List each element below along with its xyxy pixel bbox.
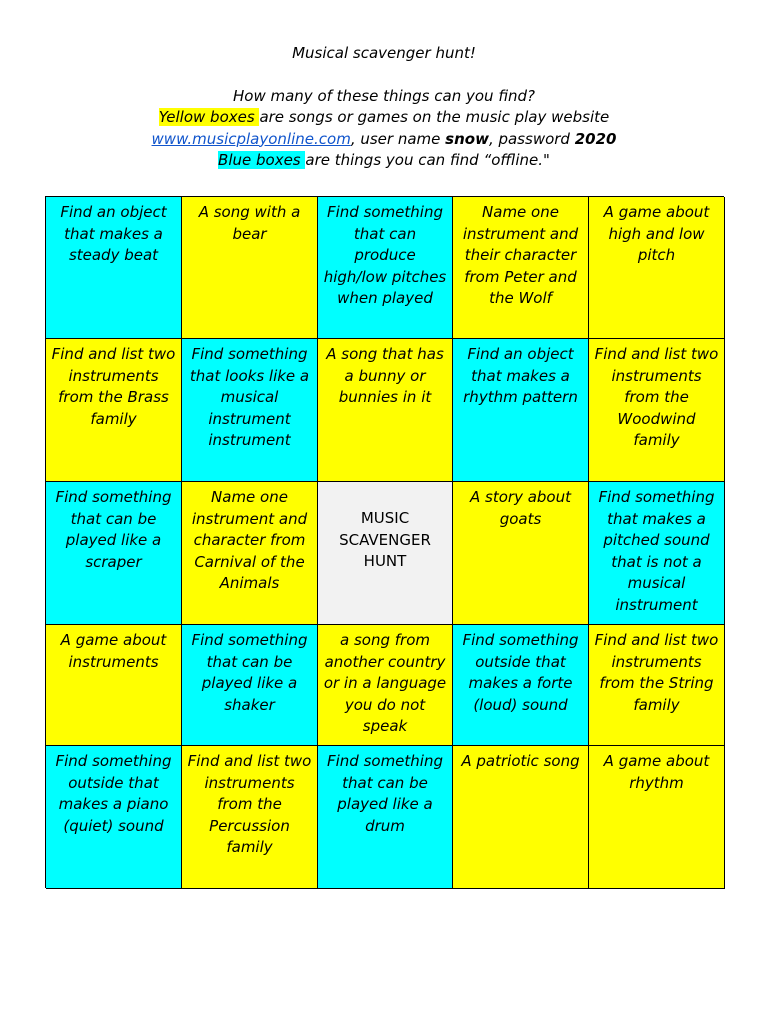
grid-cell: Find something that looks like a musical instrument instrument [182, 339, 318, 482]
grid-cell: Find something that can be played like a scraper [46, 482, 182, 625]
grid-cell: A patriotic song [453, 746, 589, 889]
grid-cell: Find and list two instruments from the Percussion family [182, 746, 318, 889]
yellow-description: are songs or games on the music play website [259, 108, 610, 126]
website-link[interactable]: www.musicplayonline.com [151, 129, 351, 148]
grid-cell: Find an object that makes a rhythm pattern [453, 339, 589, 482]
grid-cell: Name one instrument and their character from Peter and the Wolf [453, 197, 589, 339]
grid-cell: A song that has a bunny or bunnies in it [318, 339, 453, 482]
blue-boxes-label: Blue boxes [218, 151, 306, 169]
grid-cell: Find something outside that makes a forte (loud) sound [453, 625, 589, 746]
grid-cell: Find something that can produce high/low pitches when played [318, 197, 453, 339]
password-value: 2020 [574, 129, 617, 148]
scavenger-hunt-grid [45, 196, 724, 888]
grid-cell: A game about high and low pitch [589, 197, 725, 339]
yellow-legend [0, 107, 768, 129]
grid-cell: A song with a bear [182, 197, 318, 339]
grid-cell: Find something that can be played like a drum [318, 746, 453, 889]
login-info [0, 129, 768, 151]
page-title: Musical scavenger hunt! [292, 44, 476, 62]
user-name-text: , user name [350, 129, 446, 148]
grid-cell: Find something outside that makes a piano (quiet) sound [46, 746, 182, 889]
grid-cell: Name one instrument and character from Carnival of the Animals [182, 482, 318, 625]
blue-legend [0, 150, 768, 172]
grid-cell: a song from another country or in a language you do not speak [318, 625, 453, 746]
yellow-boxes-label: Yellow boxes [158, 108, 260, 126]
grid-cell: Find an object that makes a steady beat [46, 197, 182, 339]
grid-cell: Find something that can be played like a shaker [182, 625, 318, 746]
password-text: , password [488, 129, 575, 148]
blue-description: are things you can find “offline." [305, 151, 550, 169]
grid-cell: Find and list two instruments from the Brass family [46, 339, 182, 482]
header [0, 43, 768, 172]
question-text: How many of these things can you find? [233, 86, 535, 105]
grid-cell: A game about instruments [46, 625, 182, 746]
grid-cell: Find and list two instruments from the Woodwind family [589, 339, 725, 482]
grid-cell: A story about goats [453, 482, 589, 625]
grid-cell: Find something that makes a pitched sound that is not a musical instrument [589, 482, 725, 625]
grid-cell: Find and list two instruments from the String family [589, 625, 725, 746]
center-title-cell: MUSIC SCAVENGER HUNT [318, 482, 453, 625]
grid-cell: A game about rhythm [589, 746, 725, 889]
username-value: snow [445, 129, 489, 148]
